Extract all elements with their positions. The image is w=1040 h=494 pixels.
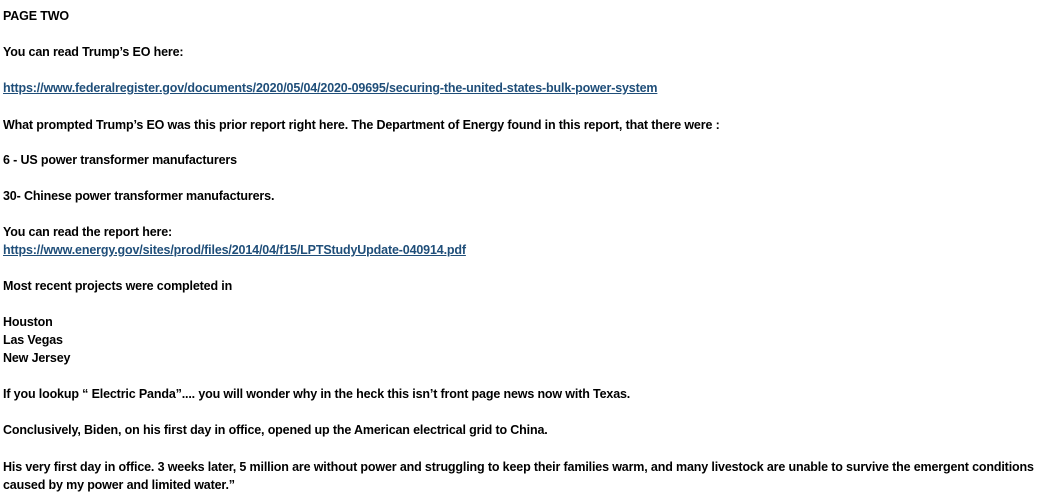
city-item: New Jersey <box>3 351 71 365</box>
page-heading: PAGE TWO <box>3 9 69 23</box>
conclusion-text: Conclusively, Biden, on his first day in office, opened up the American electrical grid to China. <box>3 423 548 437</box>
us-manufacturers-text: 6 - US power transformer manufacturers <box>3 153 237 167</box>
eo-intro-text: You can read Trump’s EO here: <box>3 45 184 59</box>
city-item: Houston <box>3 315 53 329</box>
report-link-line <box>3 242 466 258</box>
prompted-text: What prompted Trump’s EO was this prior report right here. The Department of Energy found in this report, that there were : <box>3 118 720 132</box>
eo-link[interactable]: https://www.federalregister.gov/documents/2020/05/04/2020-09695/securing-the-united-states-bulk-power-system <box>3 81 658 95</box>
recent-projects-text: Most recent projects were completed in <box>3 279 233 293</box>
electric-panda-text: If you lookup “ Electric Panda”.... you will wonder why in the heck this isn’t front page news now with Texas. <box>3 387 631 401</box>
report-link[interactable]: https://www.energy.gov/sites/prod/files/2014/04/f15/LPTStudyUpdate-040914.pdf <box>3 243 466 257</box>
city-item: Las Vegas <box>3 333 63 347</box>
report-intro-text: You can read the report here: <box>3 225 173 239</box>
chinese-manufacturers-text: 30- Chinese power transformer manufacturers. <box>3 189 275 203</box>
first-day-text: His very first day in office. 3 weeks later, 5 million are without power and struggling to keep their families warm, and many livestock are unable to survive the emergent conditions caused by my power and limited water.” <box>3 460 1034 492</box>
eo-link-line <box>3 80 657 96</box>
